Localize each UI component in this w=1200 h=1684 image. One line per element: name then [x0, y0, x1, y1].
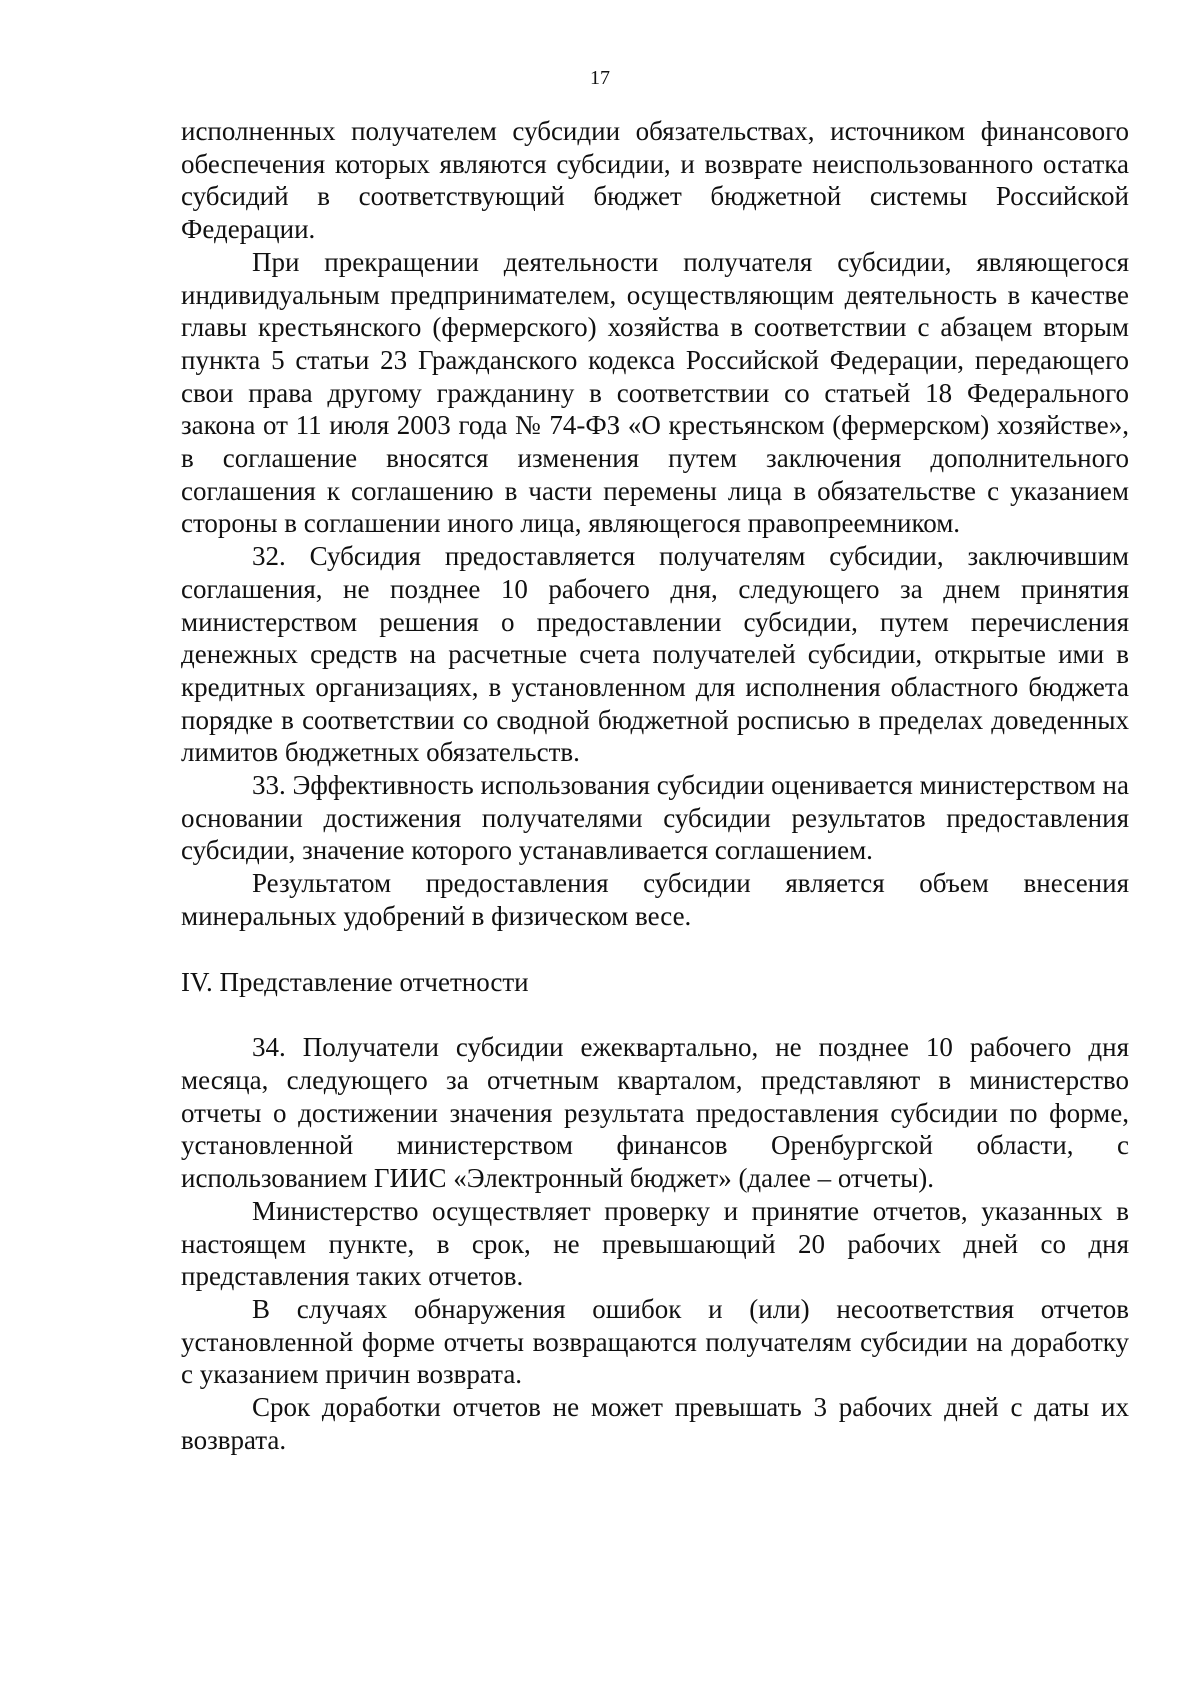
paragraph-result: Результатом предоставления субсидии является объем внесения минеральных удобрений в физическом весе. [181, 868, 1129, 931]
paragraph-item-33: 33. Эффективность использования субсидии оценивается министерством на основании достижения получателями субсидии результатов предоставления субсидии, значение которого устанавливается соглашением. [181, 770, 1129, 866]
document-body [181, 115, 1129, 1456]
paragraph-deadline: Срок доработки отчетов не может превышать 3 рабочих дней с даты их возврата. [181, 1392, 1129, 1455]
paragraph-item-32: 32. Субсидия предоставляется получателям субсидии, заключившим соглашения, не позднее 10 рабочего дня, следующего за днем принятия министерством решения о предоставлении субсидии, путем перечисления денежных средств на расчетные счета получателей субсидии, открытые ими в кредитных организациях, в установленном для исполнения областного бюджета порядке в соответствии со сводной бюджетной росписью в пределах доведенных лимитов бюджетных обязательств. [181, 541, 1129, 768]
paragraph-successor-clause: При прекращении деятельности получателя субсидии, являющегося индивидуальным предпринимателем, осуществляющим деятельность в качестве главы крестьянского (фермерского) хозяйства в соответствии с абзацем вторым пункта 5 статьи 23 Гражданского кодекса Российской Федерации, передающего свои права другому гражданину в соответствии со статьей 18 Федерального закона от 11 июля 2003 года № 74-ФЗ «О крестьянском (фермерском) хозяйстве», в соглашение вносятся изменения путем заключения дополнительного соглашения к соглашению в части перемены лица в обязательстве с указанием стороны в соглашении иного лица, являющегося правопреемником. [181, 246, 1129, 539]
page-number: 17 [590, 67, 610, 89]
paragraph-errors: В случаях обнаружения ошибок и (или) несоответствия отчетов установленной форме отчеты возвращаются получателям субсидии на доработку с указанием причин возврата. [181, 1293, 1129, 1390]
paragraph-item-34: 34. Получатели субсидии ежеквартально, не позднее 10 рабочего дня месяца, следующего за отчетным кварталом, представляют в министерство отчеты о достижении значения результата предоставления субсидии по форме, установленной министерством финансов Оренбургской области, с использованием ГИИС «Электронный бюджет» (далее – отчеты). [181, 1032, 1129, 1194]
section-heading: IV. Представление отчетности [181, 966, 529, 997]
paragraph-continuation: исполненных получателем субсидии обязательствах, источником финансового обеспечения которых являются субсидии, и возврате неиспользованного остатка субсидий в соответствующий бюджет бюджетной системы Российской Федерации. [181, 116, 1129, 245]
paragraph-review: Министерство осуществляет проверку и принятие отчетов, указанных в настоящем пункте, в срок, не превышающий 20 рабочих дней со дня представления таких отчетов. [181, 1195, 1129, 1292]
